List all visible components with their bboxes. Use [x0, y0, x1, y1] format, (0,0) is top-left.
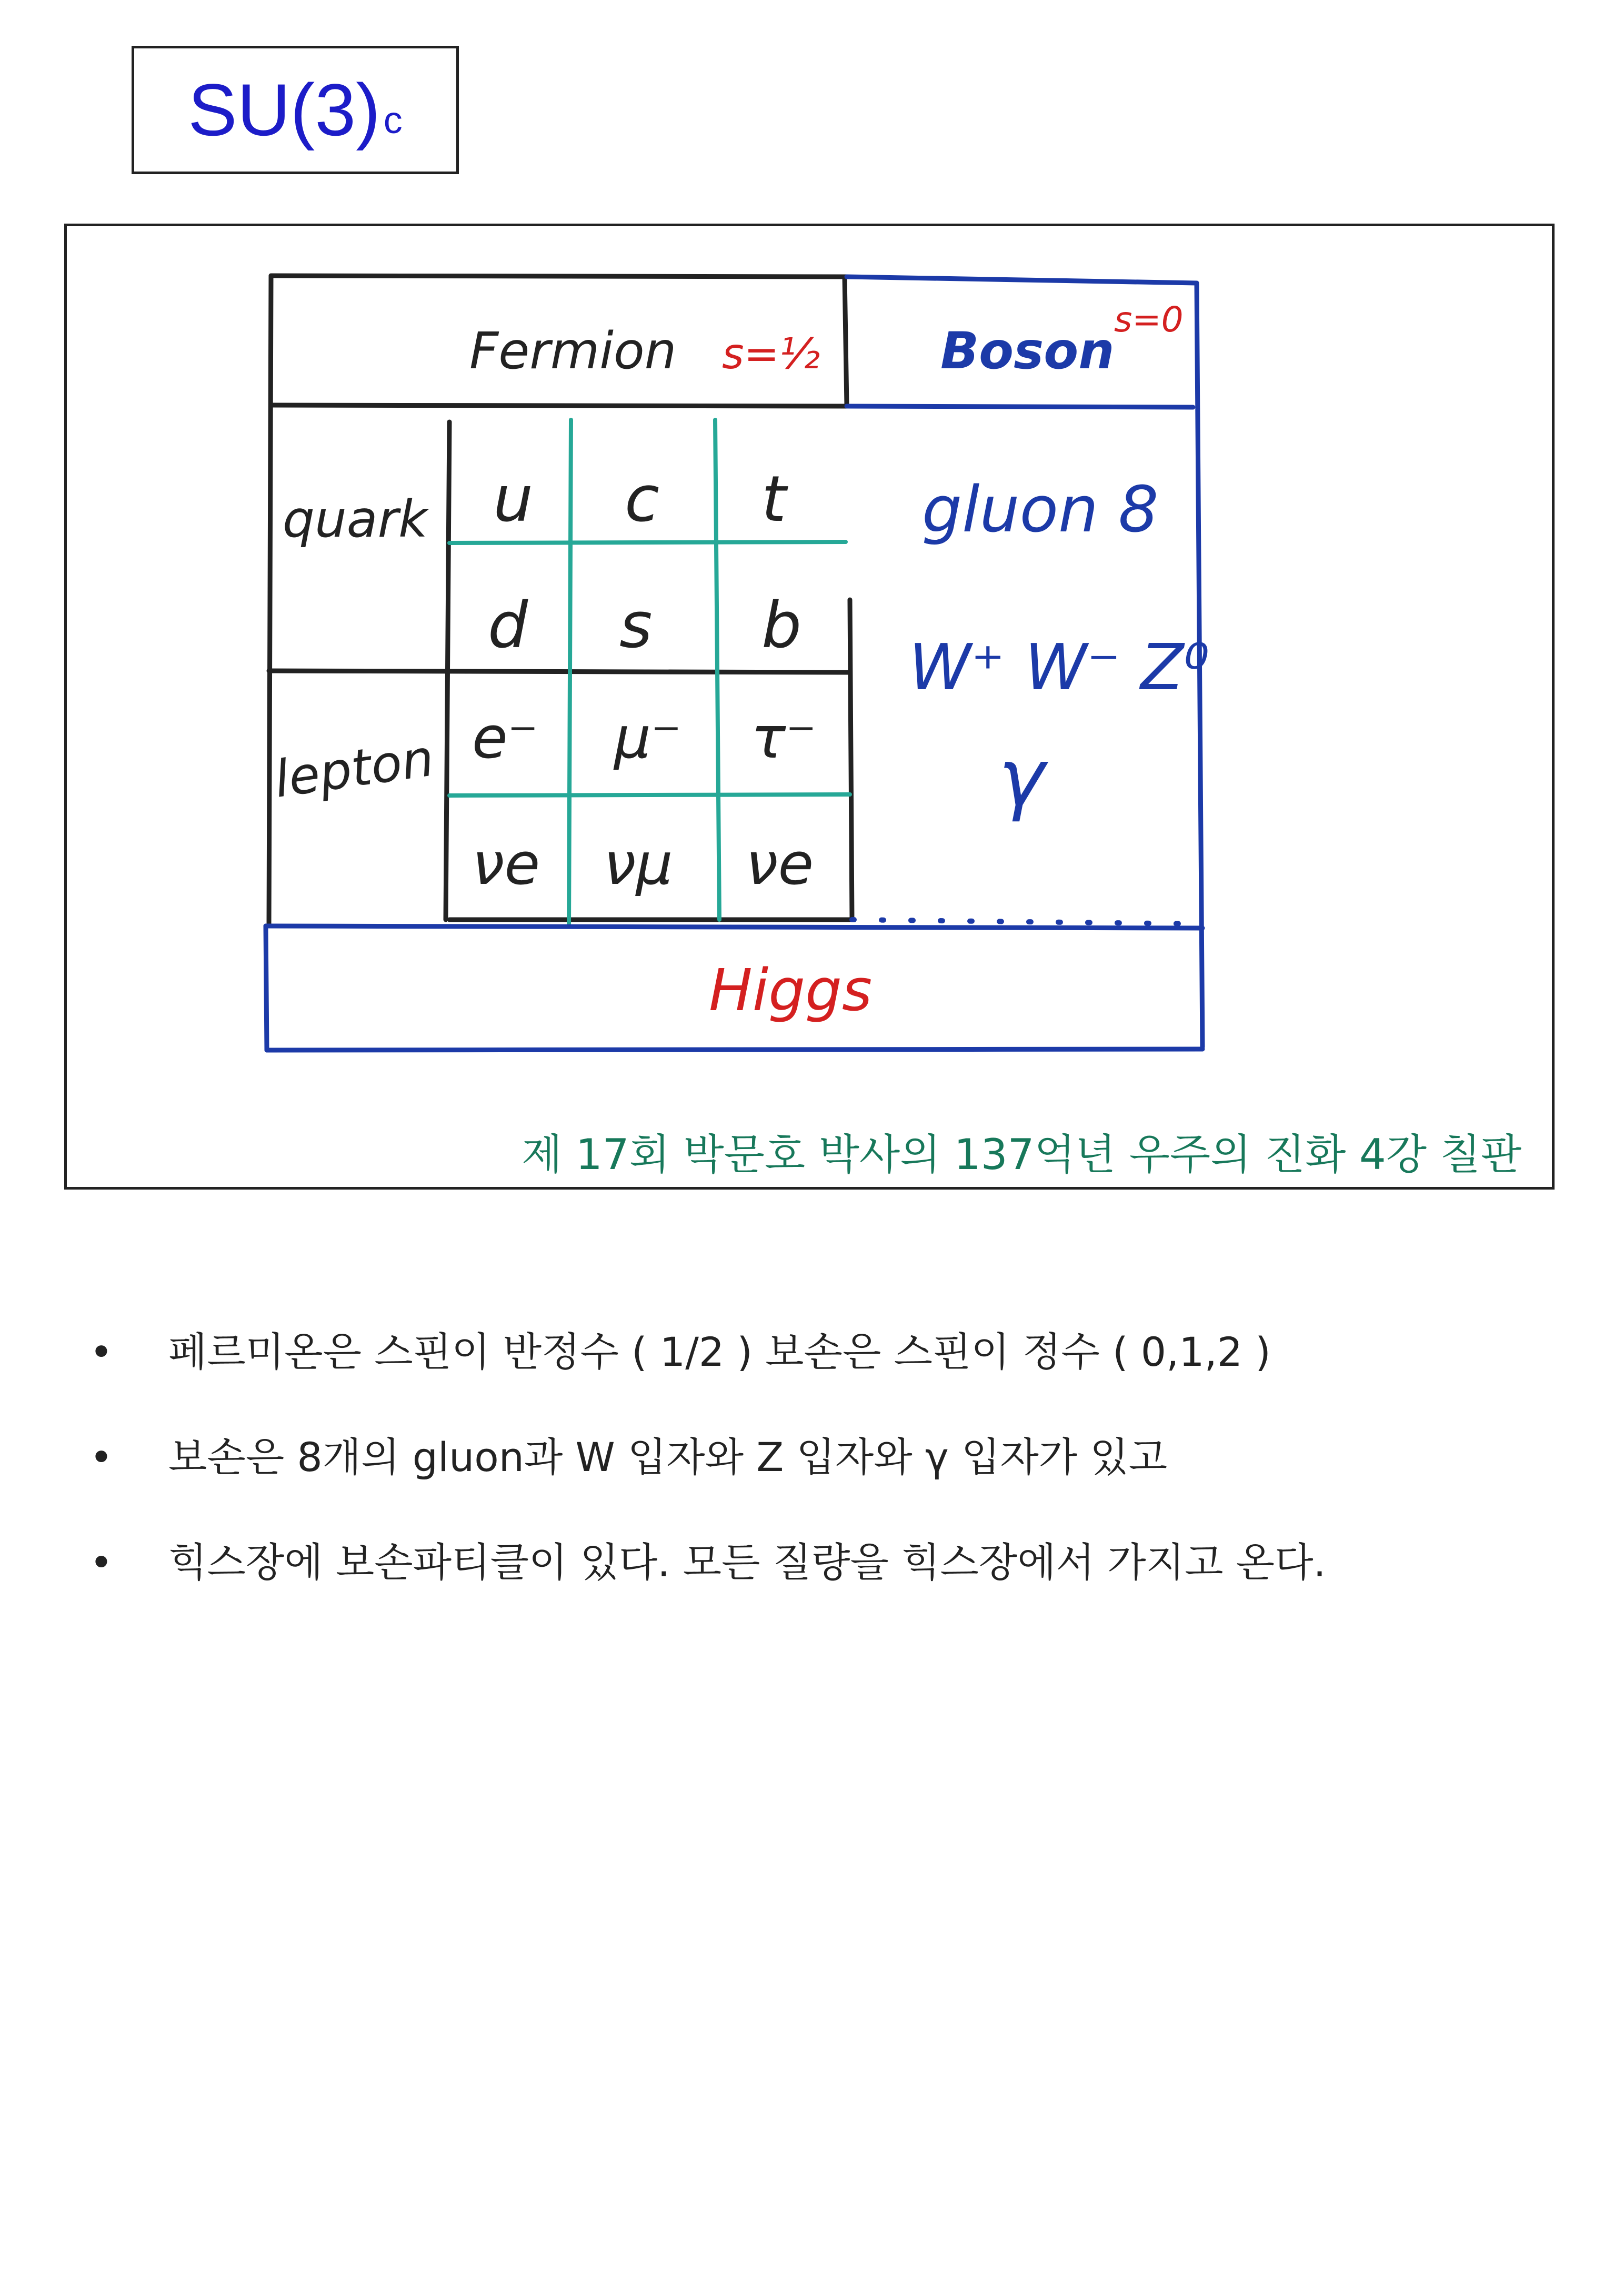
- note-item: [89, 1536, 1563, 1642]
- quark-down: d: [488, 589, 528, 662]
- note-item: [89, 1431, 1563, 1536]
- row-label-lepton: lepton: [270, 728, 438, 809]
- neutrino-electron: νe: [472, 830, 540, 898]
- notes-list: [89, 1326, 1563, 1642]
- lepton-muon: μ⁻: [614, 704, 682, 771]
- note-text: 보손은 8개의 gluon과 W 입자와 Z 입자와 γ 입자가 있고: [168, 1434, 1168, 1481]
- fermion-spin: s=½: [722, 329, 820, 378]
- header-boson: Boson: [940, 321, 1115, 380]
- title-box: [132, 46, 459, 174]
- neutrino-tau: νe: [746, 830, 814, 898]
- boson-weak: W⁺ W⁻ Z⁰: [909, 631, 1209, 704]
- boson-gluon: gluon 8: [922, 474, 1159, 547]
- header-fermion: Fermion: [469, 321, 677, 380]
- note-text: 힉스장에 보손파티클이 있다. 모든 질량을 힉스장에서 가지고 온다.: [168, 1539, 1326, 1586]
- title-text: SU(3): [188, 68, 380, 151]
- title-subscript: c: [383, 99, 403, 142]
- note-text: 페르미온은 스핀이 반정수 ( 1/2 ) 보손은 스핀이 정수 ( 0,1,2 ): [168, 1328, 1271, 1375]
- higgs-label: Higgs: [709, 956, 873, 1024]
- row-label-quark: quark: [283, 490, 428, 549]
- bullet-icon: •: [89, 1539, 113, 1586]
- bullet-icon: •: [89, 1328, 113, 1375]
- bullet-icon: •: [89, 1434, 113, 1481]
- quark-strange: s: [619, 589, 653, 662]
- quark-bottom: b: [761, 589, 802, 662]
- boson-photon: γ: [998, 732, 1045, 824]
- blackboard-photo: [64, 224, 1555, 1190]
- boson-spin: s=0: [1114, 299, 1184, 340]
- figure-caption: 제 17회 박문호 박사의 137억년 우주의 진화 4강 칠판: [522, 1130, 1521, 1179]
- note-item: [89, 1326, 1563, 1431]
- particle-table-drawing: [67, 226, 1552, 1187]
- quark-top: t: [761, 463, 787, 536]
- quark-up: u: [493, 463, 534, 536]
- lepton-tau: τ⁻: [751, 704, 817, 771]
- neutrino-muon: νμ: [604, 830, 673, 898]
- lepton-electron: e⁻: [472, 704, 538, 771]
- quark-charm: c: [625, 463, 659, 536]
